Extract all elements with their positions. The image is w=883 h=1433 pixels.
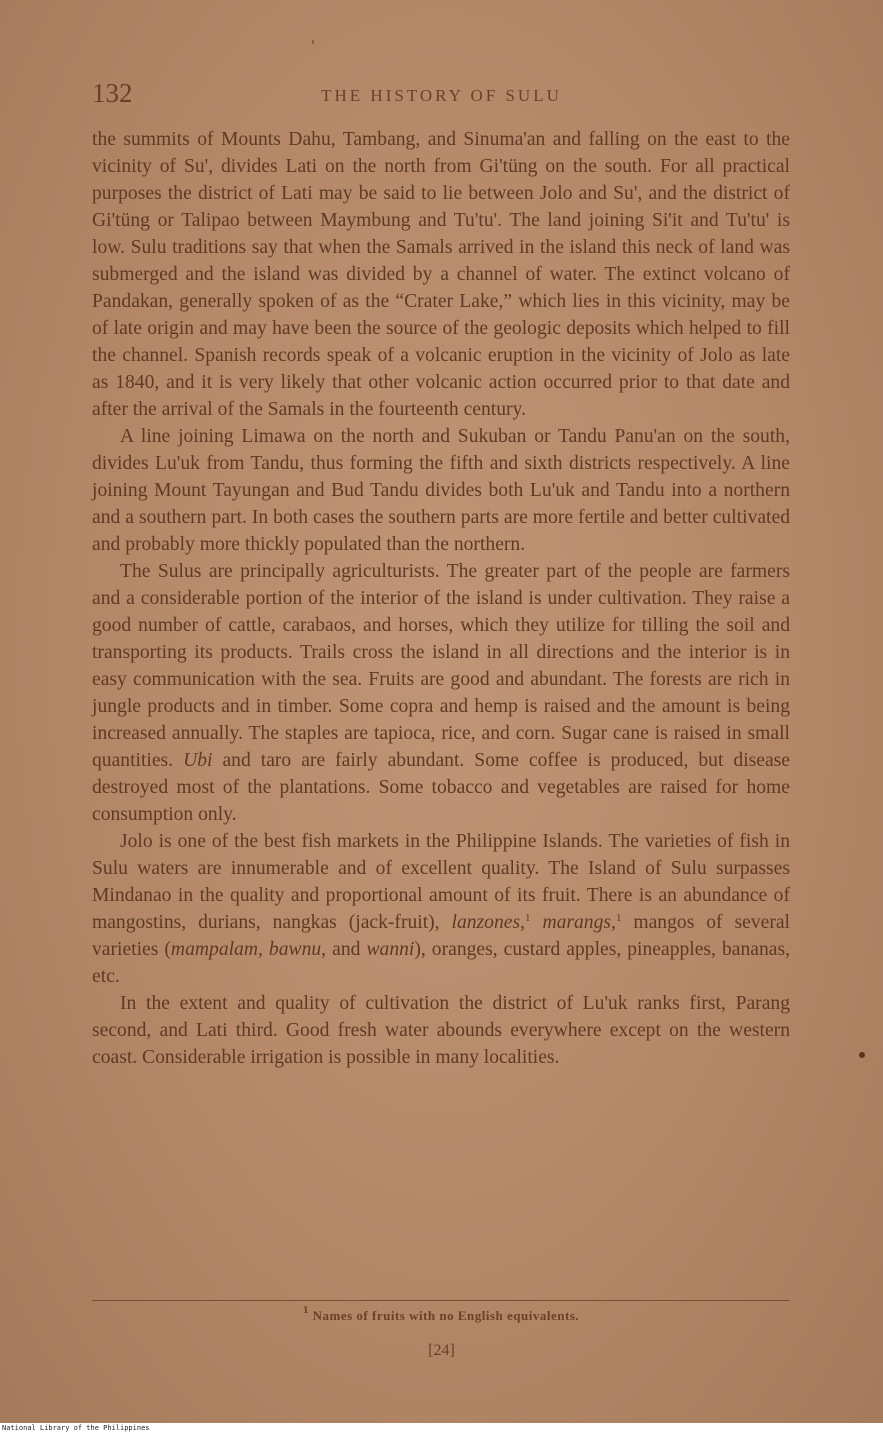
marangs-term: marangs, bbox=[542, 912, 616, 933]
folio: [24] bbox=[428, 1342, 455, 1359]
paragraph-5: In the extent and quality of cultivation the district of Lu'uk ranks first, Parang second, and Lati third. Good fresh water abounds everywhere except on the western coast. Considerable irrigation is possible in many localities. bbox=[92, 993, 790, 1068]
paragraph-1: the summits of Mounts Dahu, Tambang, and Sinuma'an and falling on the east to the vicinity of Su', divides Lati on the north from Gi'tüng on the south. For all practical purposes the district of Lati may be said to lie between Jolo and Su', and the district of Gi'tüng or Talipao between Maymbung and Tu'tu'. The land joining Si'it and Tu'tu' is low. Sulu traditions say that when the Samals arrived in the island this neck of land was submerged and the island was divided by a channel of water. The extinct volcano of Pandakan, generally spoken of as the “Crater Lake,” which lies in this vicinity, may be of late origin and may have been the source of the geologic deposits which helped to fill the channel. Spanish records speak of a volcanic eruption in the vicinity of Jolo as late as 1840, and it is very likely that other volcanic action occurred prior to that date and after the arrival of the Samals in the fourteenth century. bbox=[92, 129, 790, 420]
ink-spot bbox=[859, 1052, 865, 1058]
watermark: National Library of the Philippines bbox=[0, 1423, 883, 1433]
running-title: THE HISTORY OF SULU bbox=[321, 86, 562, 105]
paragraph-4-text-b: mangos of several varieties ( bbox=[92, 912, 790, 960]
footnote-ref-2[interactable]: 1 bbox=[615, 912, 622, 924]
ubi-term: Ubi bbox=[183, 750, 213, 771]
wanni-term: wanni bbox=[366, 939, 415, 960]
paragraph-4-text-c: ), oranges, custard apples, pineapples, bananas, etc. bbox=[92, 939, 790, 987]
running-head bbox=[92, 76, 791, 116]
paragraph-3-text-b: and taro are fairly abundant. Some coffee is produced, but disease destroyed most of the plantations. Some tobacco and vegetables are raised for home consumption only. bbox=[92, 750, 790, 825]
paragraph-2: A line joining Limawa on the north and Sukuban or Tandu Panu'an on the south, divides Lu'uk from Tandu, thus forming the fifth and sixth districts respectively. A line joining Mount Tayungan and Bud Tandu divides both Lu'uk and Tandu into a northern and a southern part. In both cases the southern parts are more fertile and better cultivated and probably more thickly populated than the northern. bbox=[92, 426, 790, 555]
page-number: 132 bbox=[92, 78, 133, 108]
footnote-marker: 1 bbox=[302, 1304, 309, 1316]
paragraph-3 bbox=[92, 558, 790, 828]
paragraph-3-text-a: The Sulus are principally agriculturists. The greater part of the people are farmers and a considerable portion of the interior of the island is under cultivation. They raise a good number of cattle, carabaos, and horses, which they utilize for tilling the soil and transporting its products. Trails cross the island in all directions and the interior is in easy communication with the sea. Fruits are good and abundant. The forests are rich in jungle products and in timber. Some copra and hemp is raised and the amount is being increased annually. The staples are tapioca, rice, and corn. Sugar cane is raised in small quantities. bbox=[92, 561, 790, 771]
body-text bbox=[92, 126, 790, 1071]
paragraph-4-text-a: Jolo is one of the best fish markets in the Philippine Islands. The varieties of fish in Sulu waters are innumerable and of excellent quality. The Island of Sulu surpasses Mindanao in the quality and proportional amount of its fruit. There is an abundance of mangostins, durians, nangkas (jack-fruit), bbox=[92, 831, 790, 933]
paper-mark bbox=[312, 40, 314, 44]
footnote-text: Names of fruits with no English equivalents. bbox=[312, 1308, 580, 1323]
and-word: and bbox=[332, 939, 361, 960]
lanzones-term: lanzones, bbox=[451, 912, 525, 933]
paragraph-4 bbox=[92, 828, 790, 990]
footnote-ref-1[interactable]: 1 bbox=[525, 912, 531, 924]
footnote-rule bbox=[92, 1300, 790, 1301]
mampalam-term: mampalam, bawnu, bbox=[170, 939, 327, 960]
footnote bbox=[92, 1304, 790, 1324]
